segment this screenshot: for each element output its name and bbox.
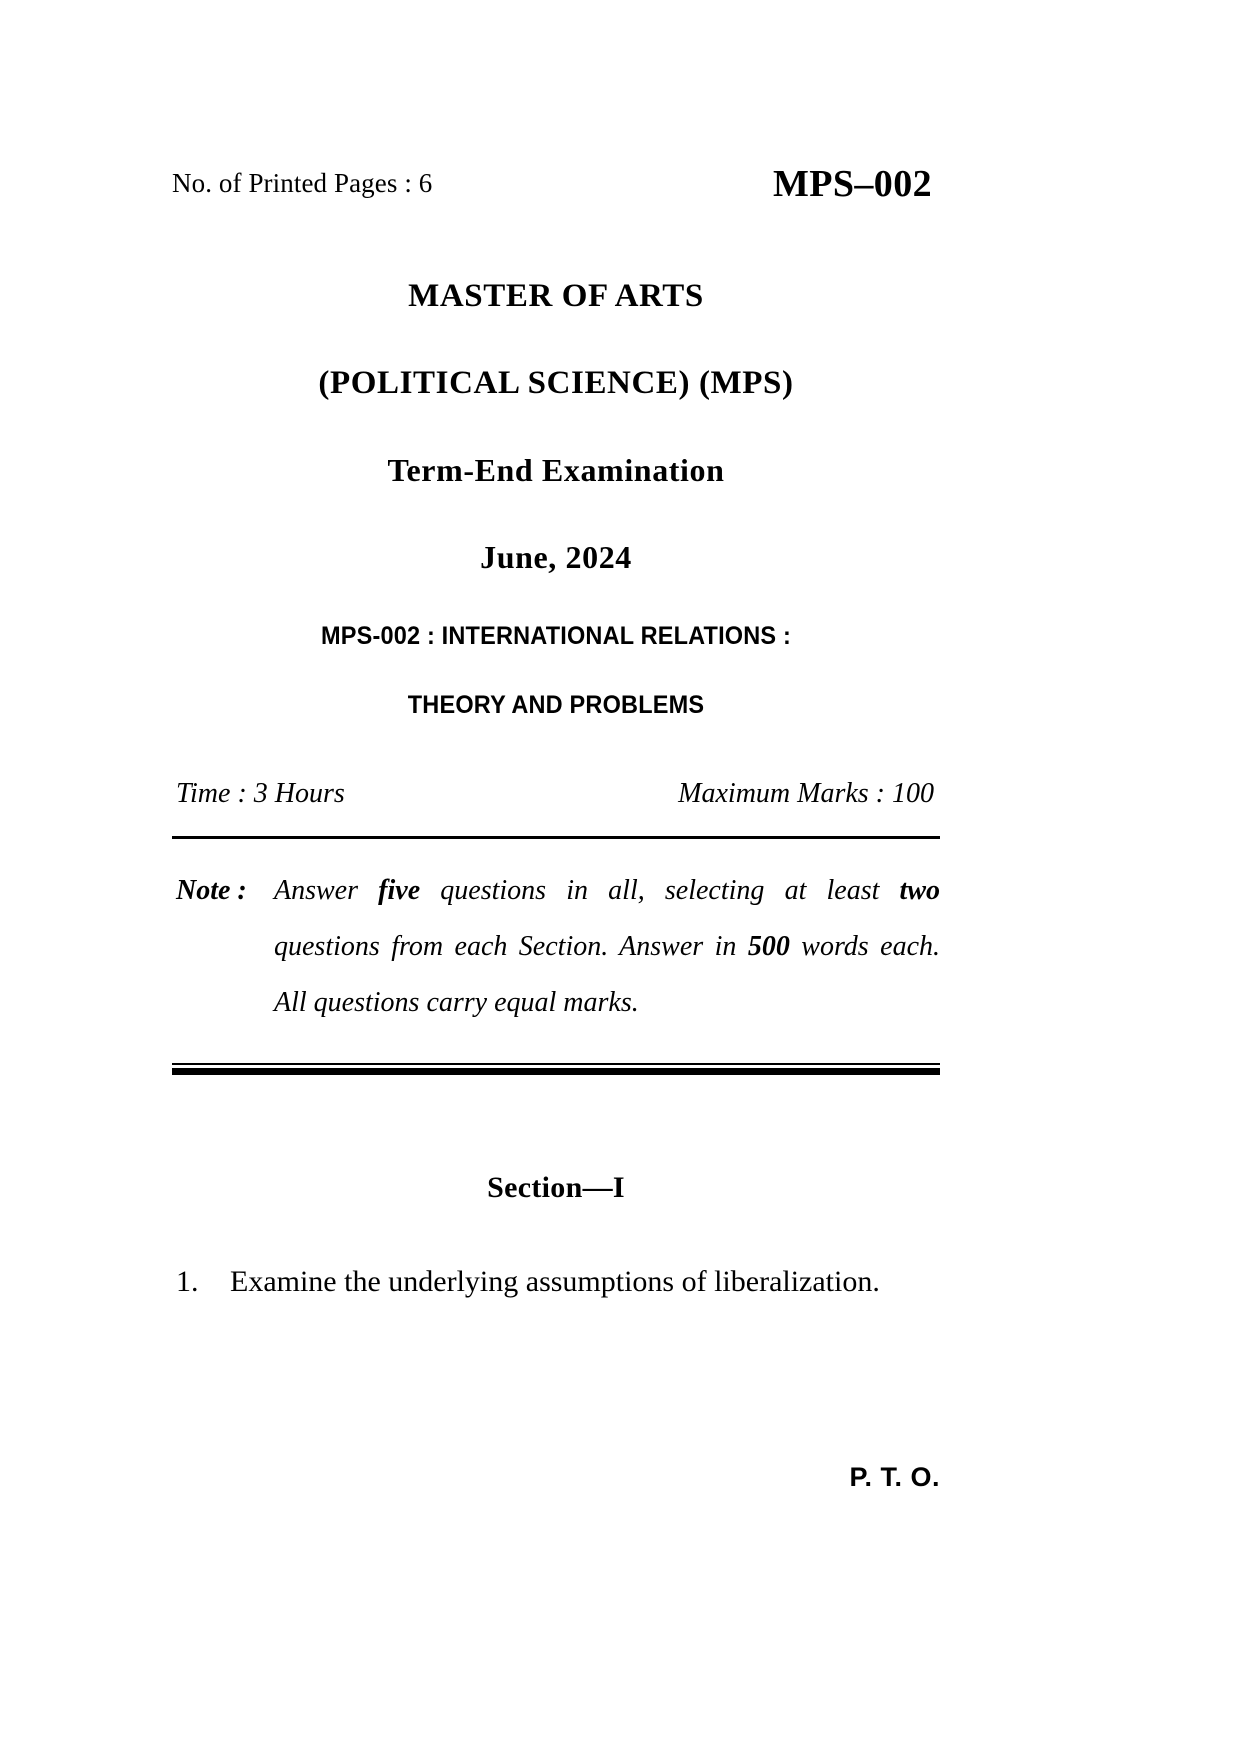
page-content-column <box>172 0 940 1311</box>
exam-title-block <box>172 278 940 720</box>
subject-title-line-1: MPS-002 : INTERNATIONAL RELATIONS : <box>320 622 792 650</box>
printed-pages-count: No. of Printed Pages : 6 <box>172 168 433 198</box>
subject-title-line-2: THEORY AND PROBLEMS <box>407 691 705 719</box>
note-text <box>274 863 940 1031</box>
exam-duration: Time : 3 Hours <box>176 778 345 809</box>
divider-thick-rule <box>172 1068 940 1075</box>
page-turn-over-footer: P. T. O. <box>849 1462 940 1492</box>
course-code: MPS–002 <box>772 163 932 205</box>
note-emphasis-two: two <box>899 875 941 906</box>
examination-type: Term-End Examination <box>387 452 725 488</box>
note-label: Note : <box>176 875 247 906</box>
note-block <box>172 863 940 1031</box>
program-title: MASTER OF ARTS <box>408 278 704 314</box>
note-emphasis-500: 500 <box>747 931 790 962</box>
note-segment-4: words each. All questions carry equal marks. <box>274 931 940 1018</box>
maximum-marks: Maximum Marks : 100 <box>678 778 934 809</box>
examination-session: June, 2024 <box>480 539 632 575</box>
note-bottom-divider <box>172 1063 940 1075</box>
note-top-divider <box>172 836 940 839</box>
note-segment-2: questions in all, selecting at least <box>420 875 900 906</box>
note-segment-1: Answer <box>274 875 379 906</box>
question-item-1 <box>172 1253 940 1311</box>
question-text-1: Examine the underlying assumptions of liberalization. <box>230 1265 880 1298</box>
exam-info-row <box>172 778 940 818</box>
program-branch: (POLITICAL SCIENCE) (MPS) <box>318 365 794 401</box>
question-number-1: 1. <box>176 1265 199 1298</box>
section-heading-1: Section—I <box>487 1171 625 1204</box>
page-header <box>172 162 940 232</box>
note-emphasis-five: five <box>378 875 421 906</box>
note-segment-3: questions from each Section. Answer in <box>274 931 748 962</box>
